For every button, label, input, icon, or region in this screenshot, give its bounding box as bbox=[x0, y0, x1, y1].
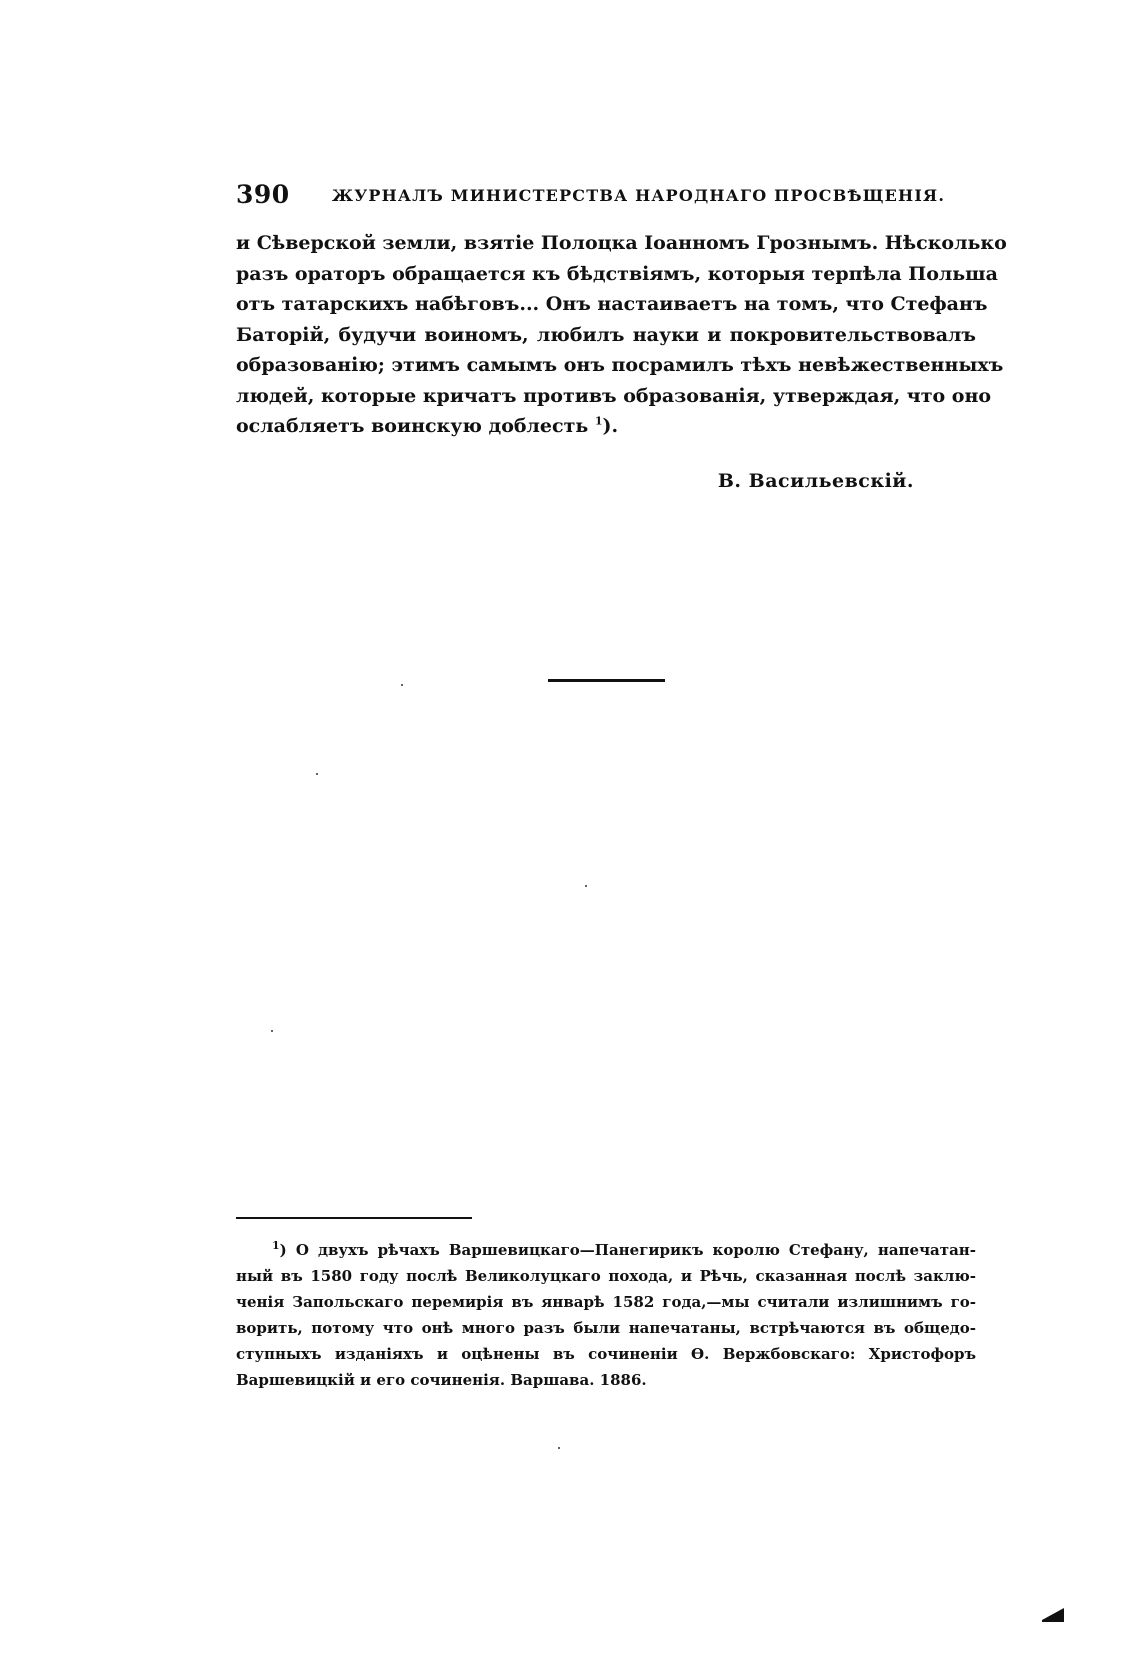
speck bbox=[558, 1447, 560, 1449]
footnote-mark: 1 bbox=[272, 1239, 280, 1252]
speck bbox=[271, 1030, 273, 1032]
scan-corner-mark bbox=[1042, 1606, 1066, 1622]
footnote-text: ) О двухъ рѣчахъ Варшевицкаго—Панегирикъ королю Стефану, напечатан- bbox=[279, 1241, 976, 1259]
body-line-tail: ). bbox=[602, 415, 619, 437]
body-line: Баторій, будучи воиномъ, любилъ науки и покровительствовалъ bbox=[236, 323, 976, 346]
body-line: людей, которые кричатъ противъ образованія, утверждая, что оно bbox=[236, 384, 992, 407]
section-end-rule bbox=[548, 679, 665, 682]
footnote-line: ступныхъ изданіяхъ и оцѣнены въ сочиненіи Ѳ. Вержбовскаго: Христофоръ bbox=[236, 1345, 976, 1363]
body-line: разъ ораторъ обращается къ бѣдствіямъ, которыя терпѣла Польша bbox=[236, 262, 998, 285]
footnote bbox=[236, 1237, 976, 1393]
body-line: образованію; этимъ самымъ онъ посрамилъ тѣхъ невѣжественныхъ bbox=[236, 354, 1004, 376]
speck bbox=[401, 684, 403, 686]
footnote-line: ворить, потому что онѣ много разъ были напечатаны, встрѣчаются въ общедо- bbox=[236, 1319, 976, 1337]
page-header bbox=[236, 178, 976, 212]
body-line: и Сѣверской земли, взятіе Полоцка Іоанномъ Грознымъ. Нѣсколько bbox=[236, 232, 1007, 254]
footnote-line: ченія Запольскаго перемирія въ январѣ 1582 года,—мы считали излишнимъ го- bbox=[236, 1293, 976, 1311]
author-signature: В. Васильевскій. bbox=[717, 470, 914, 492]
body-paragraph bbox=[236, 228, 1007, 442]
body-line-last bbox=[236, 411, 976, 442]
body-line-text: ослабляетъ воинскую доблесть bbox=[236, 415, 589, 437]
running-title: ЖУРНАЛЪ МИНИСТЕРСТВА НАРОДНАГО ПРОСВѢЩЕНIЯ. bbox=[332, 186, 946, 205]
page-number: 390 bbox=[236, 180, 290, 209]
footnote-line-last: Варшевицкій и его сочиненія. Варшава. 1886. bbox=[236, 1371, 647, 1389]
body-line: отъ татарскихъ набѣговъ... Онъ настаиваетъ на томъ, что Стефанъ bbox=[236, 293, 988, 315]
footnote-reference: 1 bbox=[594, 414, 603, 428]
speck bbox=[585, 885, 587, 887]
footnote-rule bbox=[236, 1217, 472, 1219]
footnote-line-first bbox=[236, 1237, 976, 1263]
footnote-line: ный въ 1580 году послѣ Великолуцкаго похода, и Рѣчь, сказанная послѣ заклю- bbox=[236, 1267, 976, 1285]
speck bbox=[316, 773, 318, 775]
